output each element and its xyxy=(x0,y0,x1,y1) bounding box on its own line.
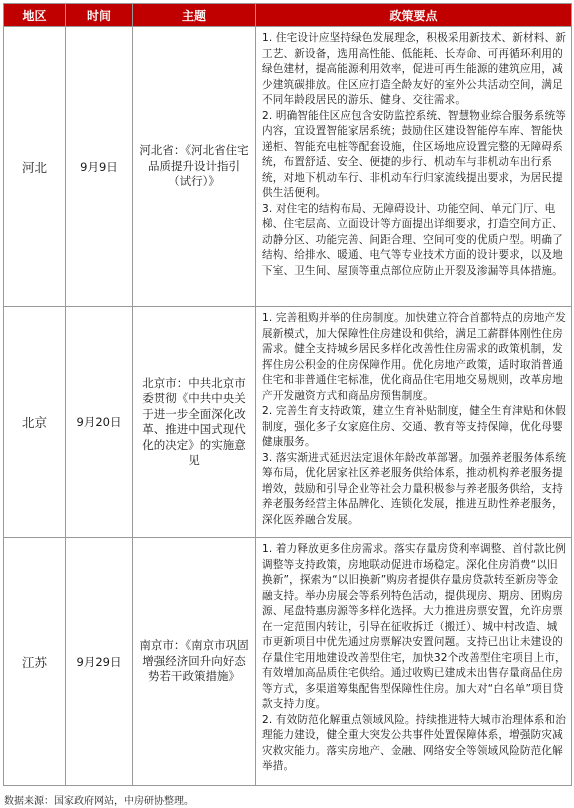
date-cell: 9月9日 xyxy=(66,27,133,307)
points-cell xyxy=(256,538,572,786)
policy-point: 1. 住宅设计应坚持绿色发展理念，积极采用新技术、新材料、新工艺、新设备，选用高性能、低能耗、长寿命、可再循环利用的绿色建材，提高能源利用效率，促进可再生能源的建筑应用，减少建筑碳排放。住区应打造全龄友好的室外公共活动空间，满足不同年龄段居民的游乐、健身、交往需求。 xyxy=(262,32,567,106)
region-cell: 北京 xyxy=(4,307,66,538)
points-cell xyxy=(256,27,572,307)
header-row xyxy=(4,4,572,27)
table-row xyxy=(4,27,572,307)
header-time: 时间 xyxy=(66,4,133,27)
table-row xyxy=(4,538,572,786)
region-cell: 江苏 xyxy=(4,538,66,786)
points-cell xyxy=(256,307,572,538)
policy-point: 2. 完善生育支持政策，建立生育补贴制度，健全生育津贴和休假制度，强化多子女家庭住房、交通、教育等支持保障，优化母婴健康服务。 xyxy=(262,405,567,448)
date-cell: 9月20日 xyxy=(66,307,133,538)
policy-point: 2. 有效防范化解重点领域风险。持续推进特大城市治理体系和治理能力建设，健全重大突发公共事件处置保障体系，增强防灾减灾救灾能力。落实房地产、金融、网络安全等领域风险防范化解举措。 xyxy=(262,713,567,772)
policy-point: 2. 明确智能住区应包含安防监控系统、智慧物业综合服务系统等内容，宜设置智能家居系统；鼓励住区建设智能停车库、智能快递柜、智能充电桩等配套设施，住区场地应设置完整的无障碍系统，布置舒适、安全、便捷的步行、机动车与非机动车出行系统，对地下机动车行、非机动车行归家流线提出要求，为居民提供生活便利。 xyxy=(262,109,567,199)
policy-point: 1. 完善租购并举的住房制度。加快建立符合首都特点的房地产发展新模式，加大保障性住房建设和供给，满足工薪群体刚性住房需求。健全支持城乡居民多样化改善性住房需求的政策机制，发挥住房公积金的住房保障作用。优化房地产政策，适时取消普通住宅和非普通住宅标准，优化商品住宅用地交易规则，改革房地产开发融资方式和商品房预售制度。 xyxy=(262,312,567,402)
header-theme: 主题 xyxy=(133,4,256,27)
theme-cell: 河北省：《河北省住宅品质提升设计指引（试行）》 xyxy=(133,27,256,307)
theme-cell: 北京市：中共北京市委贯彻《中共中央关于进一步全面深化改革、推进中国式现代化的决定》的实施意见 xyxy=(133,307,256,538)
table-row xyxy=(4,307,572,538)
header-points: 政策要点 xyxy=(256,4,572,27)
date-cell: 9月29日 xyxy=(66,538,133,786)
policy-point: 1. 着力释放更多住房需求。落实存量房贷利率调整、首付款比例调整等支持政策，房地联动促进市场稳定。深化住房消费“以旧换新”，探索为“以旧换新”购房者提供存量房贷款转至新房等金融支持。举办房展会等系列特色活动，提供现房、期房、团购房源、尾盘特惠房源等多样化选择。大力推进房票安置，允许房票在一定范围内转让，引导在征收拆迁（搬迁）、城中村改造、城市更新项目中优先通过房票解决安置问题。支持已出让未建设的存量住宅用地建设改善型住宅，加快32个改善型住宅项目上市，有效增加高品质住宅供给。通过收购已建成未出售存量商品住房等方式，多渠道筹集配售型保障性住房。加大对“白名单”项目贷款支持力度。 xyxy=(262,543,567,710)
policy-point: 3. 落实渐进式延迟法定退休年龄改革部署。加强养老服务体系统筹布局，优化居家社区养老服务供给体系，推动机构养老服务提增效，鼓励和引导企业等社会力量积极参与养老服务供给，支持养老服务经营主体品牌化、连锁化发展，推进互助性养老服务，深化医养融合发展。 xyxy=(262,451,567,526)
policy-table xyxy=(3,3,572,786)
header-region: 地区 xyxy=(4,4,66,27)
policy-point: 3. 对住宅的结构布局、无障碍设计、功能空间、单元门厅、电梯、住宅层高、立面设计等方面提出详细要求，打造空间方正、动静分区、功能完善、间距合理、空间可变的优质户型。明确了结构、给排水、暖通、电气等专业技术方面的设计要求，以及地下室、卫生间、屋顶等重点部位应防止开裂及渗漏等具体措施。 xyxy=(262,202,563,277)
region-cell: 河北 xyxy=(4,27,66,307)
theme-cell: 南京市：《南京市巩固增强经济回升向好态势若干政策措施》 xyxy=(133,538,256,786)
source-note: 数据来源：国家政府网站，中房研协整理。 xyxy=(4,796,194,807)
